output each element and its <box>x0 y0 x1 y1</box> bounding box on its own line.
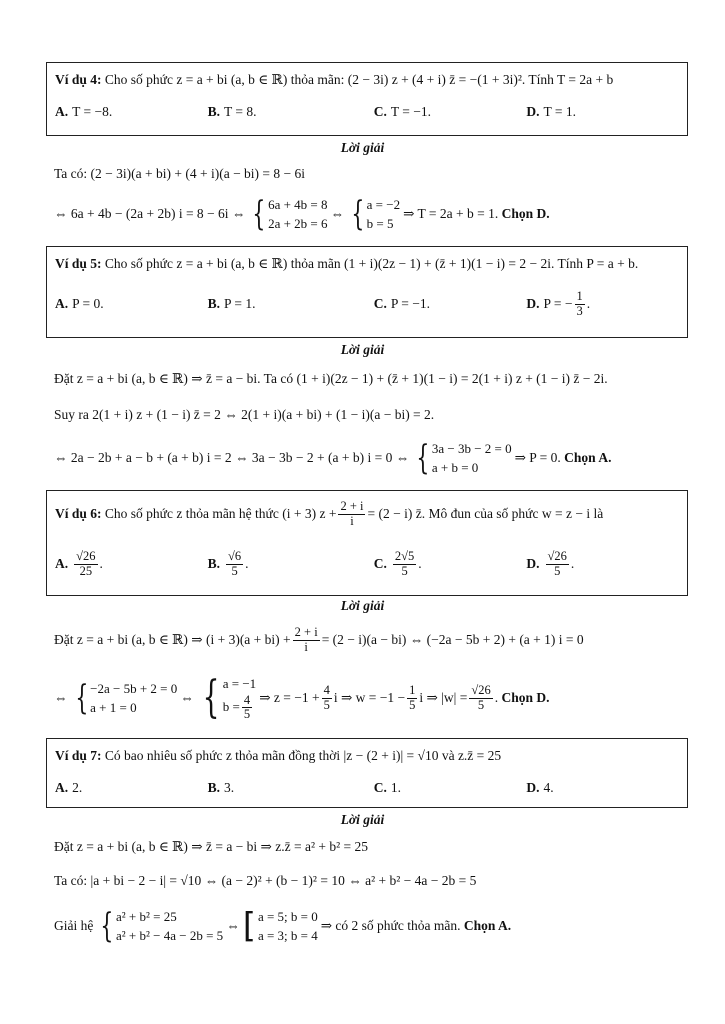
option-c: C. T = −1. <box>373 104 431 119</box>
option-a: A. P = 0. <box>55 296 104 311</box>
example-5-question: Ví dụ 5: Cho số phức z = a + bi (a, b ∈ ℝ) thỏa mãn (1 + i)(2z − 1) + (z̄ + 1)(1 − i) = 2 − 2i. Tính P = a + b. <box>55 256 639 271</box>
example-6-options <box>55 537 679 591</box>
option-b: B. P = 1. <box>207 296 256 311</box>
system-bracket: [ a = 5; b = 0 a = 3; b = 4 <box>242 906 318 946</box>
system-brace: { 6a + 4b = 8 2a + 2b = 6 <box>252 194 328 234</box>
option-d: D. 4. <box>526 780 554 795</box>
example-5-sol-line-3: ⇔ 2a − 2b + a − b + (a + b) i = 2 ⇔ 3a − 3b − 2 + (a + b) i = 0 ⇔ { 3a − 3b − 2 = 0 a + b = 0 ⇒ P = 0. Chọn A. <box>54 438 612 478</box>
example-4-sol-line-1: Ta có: (2 − 3i)(a + bi) + (4 + i)(a − bi) = 8 − 6i <box>54 166 306 181</box>
example-4-question: Ví dụ 4: Cho số phức z = a + bi (a, b ∈ ℝ) thỏa mãn: (2 − 3i) z + (4 + i) z̄ = −(1 + 3i)². Tính T = 2a + b <box>55 72 614 87</box>
example-5-options <box>55 281 679 327</box>
example-7-question: Ví dụ 7: Có bao nhiêu số phức z thỏa mãn đồng thời |z − (2 + i)| = √10 và z.z̄ = 25 <box>55 748 502 763</box>
example-7-sol-line-1: Đặt z = a + bi (a, b ∈ ℝ) ⇒ z̄ = a − bi ⇒ z.z̄ = a² + b² = 25 <box>54 839 369 854</box>
option-d: D. P = − $\frac{1}{3}$ . <box>526 288 591 318</box>
example-4-label: Ví dụ 4: <box>55 72 102 87</box>
example-6-sol-line-2: ⇔ { −2a − 5b + 2 = 0 a + 1 = 0 ⇔ { a = −1 b = $\frac{4}{5}$ ⇒ z = −1 + $\frac{4}{5}$ i ⇒ w = −1 − $\frac{1}{5}$ i ⇒ |w| = $\frac{√26}{5}$ . Chọn D. <box>54 672 550 723</box>
option-c: C. P = −1. <box>373 296 430 311</box>
system-brace: { a² + b² = 25 a² + b² − 4a − 2b = 5 <box>100 906 224 946</box>
example-7-sol-line-2: Ta có: |a + bi − 2 − i| = √10 ⇔ (a − 2)² + (b − 1)² = 10 ⇔ a² + b² − 4a − 2b = 5 <box>54 873 477 888</box>
choose-answer: Chọn D. <box>501 206 550 221</box>
example-5-sol-line-1: Đặt z = a + bi (a, b ∈ ℝ) ⇒ z̄ = a − bi. Ta có (1 + i)(2z − 1) + (z̄ + 1)(1 − i) = 2(1 + i) z + (1 − i) z̄ − 2i. <box>54 371 608 386</box>
example-6-box <box>46 490 688 596</box>
option-c: C. $\frac{2√5}{5}$ . <box>373 548 422 578</box>
option-a: A. $\frac{√26}{25}$ . <box>55 548 103 578</box>
system-brace: { a = −1 b = $\frac{4}{5}$ <box>202 672 257 723</box>
example-4-options <box>55 97 679 127</box>
example-5-sol-line-2: Suy ra 2(1 + i) z + (1 − i) z̄ = 2 ⇔ 2(1 + i)(a + bi) + (1 − i)(a − bi) = 2. <box>54 407 435 422</box>
example-6-question: Ví dụ 6: Cho số phức z thỏa mãn hệ thức (i + 3) z + $\frac{2 + i}{i}$ = (2 − i) z̄. Mô đun của số phức w = z − i là <box>55 498 604 528</box>
system-brace: { −2a − 5b + 2 = 0 a + 1 = 0 <box>74 678 178 718</box>
example-5-solution-title: Lời giải <box>340 342 385 357</box>
example-4-box <box>46 62 688 136</box>
system-brace: { a = −2 b = 5 <box>351 194 401 234</box>
option-d: D. T = 1. <box>526 104 577 119</box>
example-6-sol-line-1: Đặt z = a + bi (a, b ∈ ℝ) ⇒ (i + 3)(a + bi) + $\frac{2 + i}{i}$ = (2 − i)(a − bi) ⇔ (−2a − 5b + 2) + (a + 1) i = 0 <box>54 624 584 654</box>
option-b: B. T = 8. <box>207 104 257 119</box>
option-c: C. 1. <box>373 780 402 795</box>
option-b: B. 3. <box>207 780 235 795</box>
example-7-box <box>46 738 688 808</box>
example-7-solution-title: Lời giải <box>340 812 385 827</box>
example-7-sol-line-3: Giải hệ { a² + b² = 25 a² + b² − 4a − 2b = 5 ⇔ [ a = 5; b = 0 a = 3; b = 4 ⇒ có 2 số phức thỏa mãn. Chọn A. <box>54 906 512 946</box>
example-7-options <box>55 773 679 803</box>
option-a: A. T = −8. <box>55 104 113 119</box>
example-6-solution-title: Lời giải <box>340 598 385 613</box>
example-5-box <box>46 246 688 338</box>
system-brace: { 3a − 3b − 2 = 0 a + b = 0 <box>416 438 512 478</box>
option-a: A. 2. <box>55 780 83 795</box>
example-4-solution-title: Lời giải <box>340 140 385 155</box>
option-b: B. $\frac{√6}{5}$ . <box>207 548 249 578</box>
example-4-sol-line-2: ⇔ 6a + 4b − (2a + 2b) i = 8 − 6i ⇔ { 6a + 4b = 8 2a + 2b = 6 ⇔ { a = −2 b = 5 ⇒ T = 2a + b = 1. Chọn D. <box>54 194 550 234</box>
option-d: D. $\frac{√26}{5}$ . <box>526 548 575 578</box>
